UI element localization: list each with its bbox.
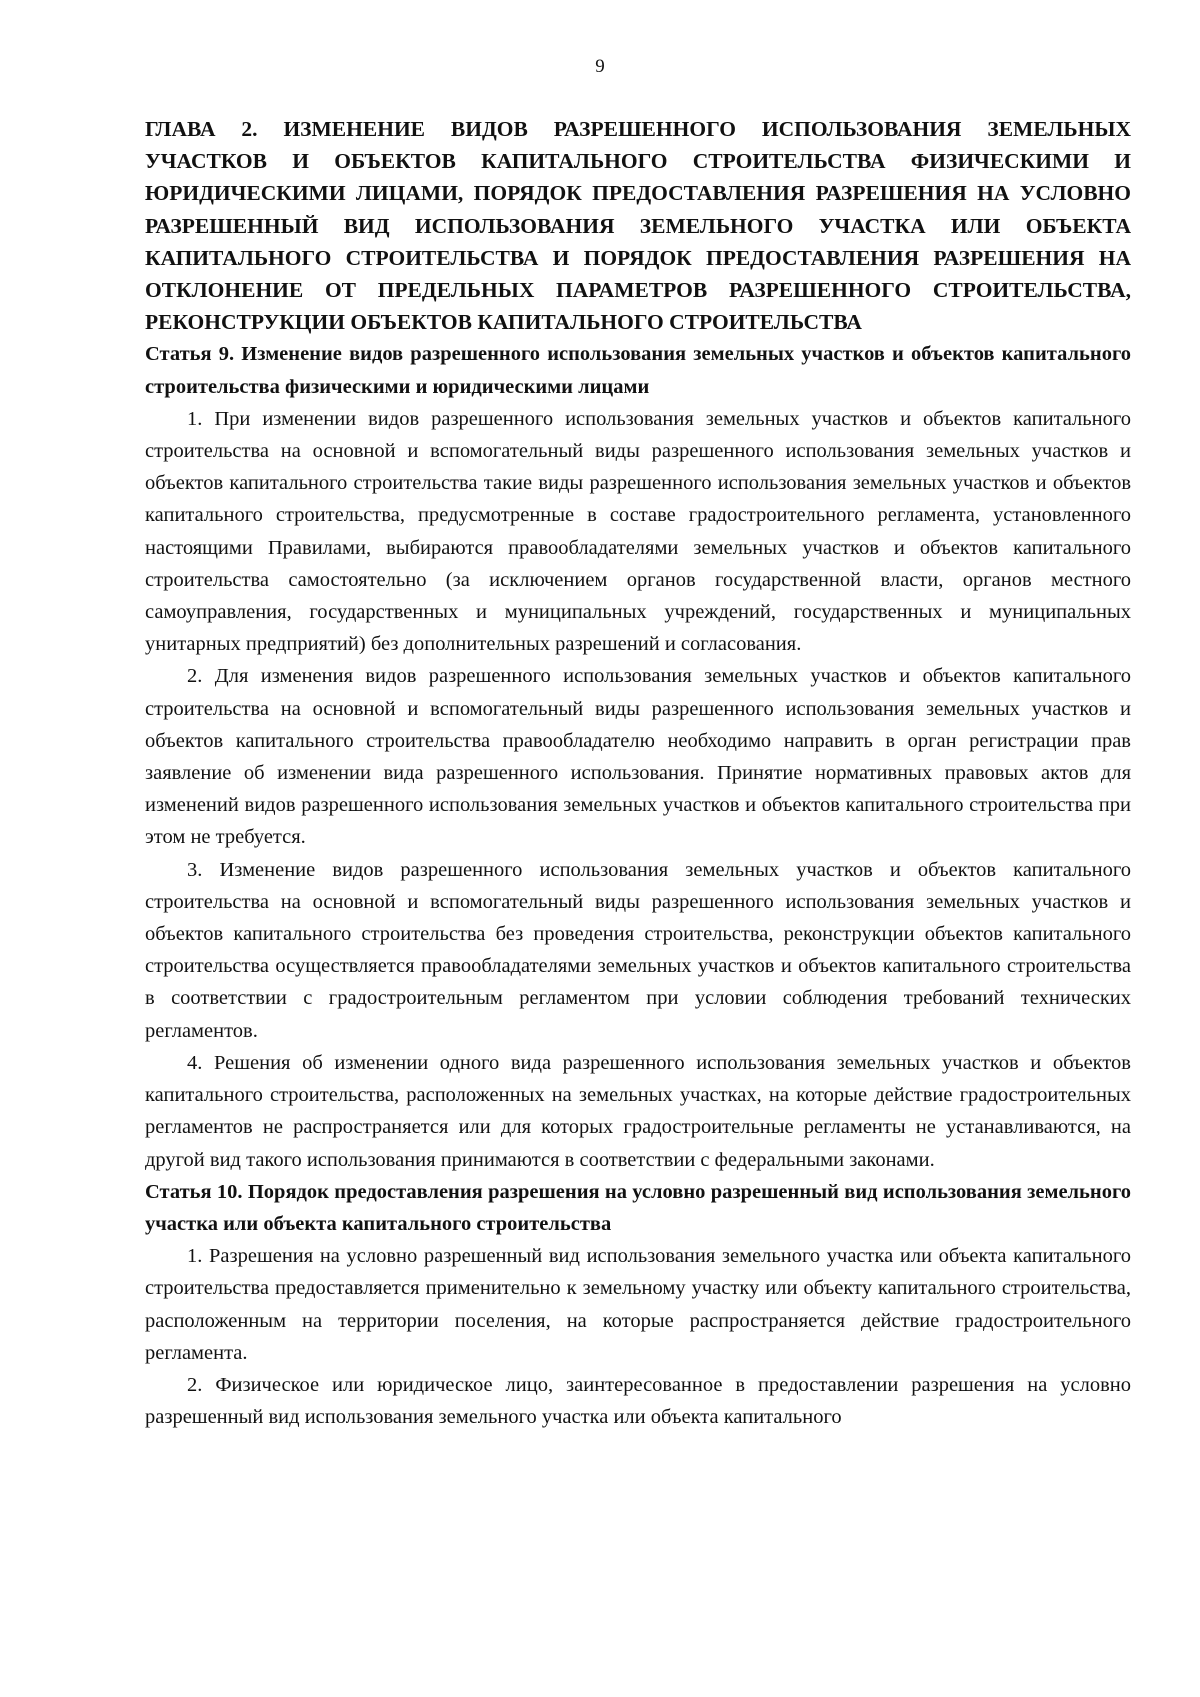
chapter-title: ГЛАВА 2. ИЗМЕНЕНИЕ ВИДОВ РАЗРЕШЕННОГО ИСПОЛЬЗОВАНИЯ ЗЕМЕЛЬНЫХ УЧАСТКОВ И ОБЪЕКТОВ КАПИТАЛЬНОГО СТРОИТЕЛЬСТВА ФИЗИЧЕСКИМИ И ЮРИДИЧЕСКИМИ ЛИЦАМИ, ПОРЯДОК ПРЕДОСТАВЛЕНИЯ РАЗРЕШЕНИЯ НА УСЛОВНО РАЗРЕШЕННЫЙ ВИД ИСПОЛЬЗОВАНИЯ ЗЕМЕЛЬНОГО УЧАСТКА ИЛИ ОБЪЕКТА КАПИТАЛЬНОГО СТРОИТЕЛЬСТВА И ПОРЯДОК ПРЕДОСТАВЛЕНИЯ РАЗРЕШЕНИЯ НА ОТКЛОНЕНИЕ ОТ ПРЕДЕЛЬНЫХ ПАРАМЕТРОВ РАЗРЕШЕННОГО СТРОИТЕЛЬСТВА, РЕКОНСТРУКЦИИ ОБЪЕКТОВ КАПИТАЛЬНОГО СТРОИТЕЛЬСТВА	[145, 117, 1131, 335]
page-content	[145, 113, 1131, 1433]
article-10-paragraph-2: 2. Физическое или юридическое лицо, заинтересованное в предоставлении разрешения на условно разрешенный вид использования земельного участка или объекта капитального	[145, 1373, 1131, 1429]
page-number: 9	[595, 56, 605, 77]
article-10-paragraph-1: 1. Разрешения на условно разрешенный вид использования земельного участка или объекта капитального строительства предоставляется применительно к земельному участку или объекту капитального строительства, расположенным на территории поселения, на которые распространяется действие градостроительного регламента.	[145, 1245, 1131, 1364]
article-9-paragraph-4: 4. Решения об изменении одного вида разрешенного использования земельных участков и объектов капитального строительства, расположенных на земельных участках, на которые действие градостроительных регламентов не распространяется или для которых градостроительные регламенты не устанавливаются, на другой вид такого использования принимаются в соответствии с федеральными законами.	[145, 1051, 1131, 1171]
article-9-paragraph-1: 1. При изменении видов разрешенного использования земельных участков и объектов капитального строительства на основной и вспомогательный виды разрешенного использования земельных участков и объектов капитального строительства такие виды разрешенного использования земельных участков и объектов капитального строительства, предусмотренные в составе градостроительного регламента, установленного настоящими Правилами, выбираются правообладателями земельных участков и объектов капитального строительства самостоятельно (за исключением органов государственной власти, органов местного самоуправления, государственных и муниципальных учреждений, государственных и муниципальных унитарных предприятий) без дополнительных разрешений и согласования.	[145, 407, 1131, 656]
article-9-paragraph-2: 2. Для изменения видов разрешенного использования земельных участков и объектов капитального строительства на основной и вспомогательный виды разрешенного использования земельных участков и объектов капитального строительства правообладателю необходимо направить в орган регистрации прав заявление об изменении вида разрешенного использования. Принятие нормативных правовых актов для изменений видов разрешенного использования земельных участков и объектов капитального строительства при этом не требуется.	[145, 665, 1131, 849]
article-9-paragraph-3: 3. Изменение видов разрешенного использования земельных участков и объектов капитального строительства на основной и вспомогательный виды разрешенного использования земельных участков и объектов капитального строительства без проведения строительства, реконструкции объектов капитального строительства осуществляется правообладателями земельных участков и объектов капитального строительства в соответствии с градостроительным регламентом при условии соблюдения требований технических регламентов.	[145, 858, 1131, 1042]
article-9-title: Статья 9. Изменение видов разрешенного использования земельных участков и объектов капитального строительства физическими и юридическими лицами	[145, 343, 1131, 398]
article-10-title: Статья 10. Порядок предоставления разрешения на условно разрешенный вид использования земельного участка или объекта капитального строительства	[145, 1180, 1131, 1235]
article-10	[145, 1176, 1131, 1434]
article-9	[145, 338, 1131, 1175]
